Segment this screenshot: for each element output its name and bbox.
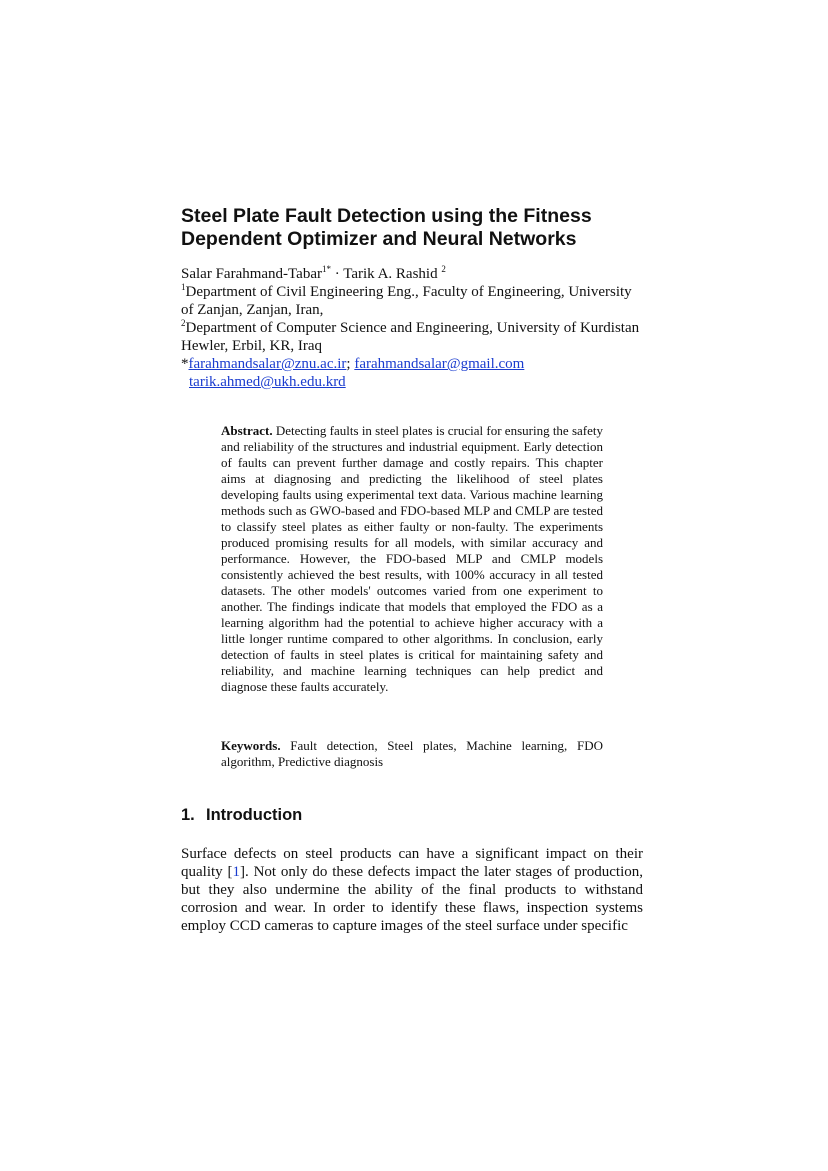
- intro-text-1: Surface defects on steel products can have a significant impact on their quality [: [181, 846, 643, 880]
- email-link-1[interactable]: farahmandsalar@znu.ac.ir: [188, 356, 347, 372]
- author-block: [181, 265, 651, 391]
- author-1-name: Salar Farahmand-Tabar: [181, 266, 322, 282]
- email-line-2: [181, 373, 651, 391]
- section-title: Introduction: [206, 806, 303, 824]
- author-separator: ·: [330, 266, 344, 282]
- intro-text-2: ]. Not only do these defects impact the later stages of production, but they also undermine the ability of the final products to withstand corrosion and wear. In order to identify these flaws, inspection systems employ CCD cameras to capture images of the steel surface under specific: [181, 864, 644, 934]
- email-link-2[interactable]: farahmandsalar@gmail.com: [354, 356, 525, 372]
- section-number: 1.: [181, 806, 195, 824]
- abstract-text: Detecting faults in steel plates is crucial for ensuring the safety and reliability of the structures and industrial equipment. Early detection of faults can prevent further damage and costly repairs. This chapter aims at diagnosing and predicting the likelihood of steel plates developing faults using experimental text data. Various machine learning methods such as GWO-based and FDO-based MLP and CMLP are tested to classify steel plates as either faulty or non-faulty. The experiments produced promising results for all models, with similar accuracy and performance. However, the FDO-based MLP and CMLP models consistently achieved the best results, with 100% accuracy in all tested datasets. The other models' outcomes varied from one experiment to another. The findings indicate that models that employed the FDO as a learning algorithm had the potential to achieve higher accuracy with a little longer runtime compared to other algorithms. In conclusion, early detection of faults in steel plates is critical for maintaining safety and reliability, and machine learning techniques can help predict and diagnose these faults accurately.: [221, 423, 603, 694]
- abstract-paragraph: [221, 423, 603, 695]
- affiliation-1-line-1: [181, 283, 651, 301]
- email-separator: ;: [346, 356, 355, 372]
- paper-title: [181, 205, 651, 251]
- email-link-3[interactable]: tarik.ahmed@ukh.edu.krd: [189, 374, 346, 390]
- keywords-label: Keywords.: [221, 738, 281, 753]
- section-heading-introduction: [181, 805, 302, 825]
- title-line-2: Dependent Optimizer and Neural Networks: [181, 228, 577, 250]
- email-line-1: [181, 355, 651, 373]
- affiliation-1-sup: 1: [181, 282, 186, 292]
- keywords-paragraph: [221, 738, 603, 770]
- affiliation-2-line-1: [181, 319, 651, 337]
- affiliation-2-sup: 2: [181, 318, 186, 328]
- affiliation-1-text: Department of Civil Engineering Eng., Faculty of Engineering, University: [185, 284, 632, 300]
- introduction-paragraph: [181, 845, 643, 935]
- affiliation-2-line-2: Hewler, Erbil, KR, Iraq: [181, 338, 323, 354]
- abstract-label: Abstract.: [221, 423, 273, 438]
- email-prefix: *: [181, 356, 189, 372]
- author-line: [181, 265, 651, 283]
- citation-link[interactable]: 1: [232, 864, 240, 880]
- affiliation-2-text: Department of Computer Science and Engineering, University of Kurdistan: [185, 320, 640, 336]
- affiliation-1-line-2: of Zanjan, Zanjan, Iran,: [181, 302, 324, 318]
- author-2-sup: 2: [441, 264, 446, 274]
- author-2-name: Tarik A. Rashid: [343, 266, 438, 282]
- title-line-1: Steel Plate Fault Detection using the Fitness: [181, 205, 592, 227]
- author-1-sup: 1*: [321, 264, 331, 274]
- keywords-text: Fault detection, Steel plates, Machine learning, FDO algorithm, Predictive diagnosis: [221, 738, 603, 769]
